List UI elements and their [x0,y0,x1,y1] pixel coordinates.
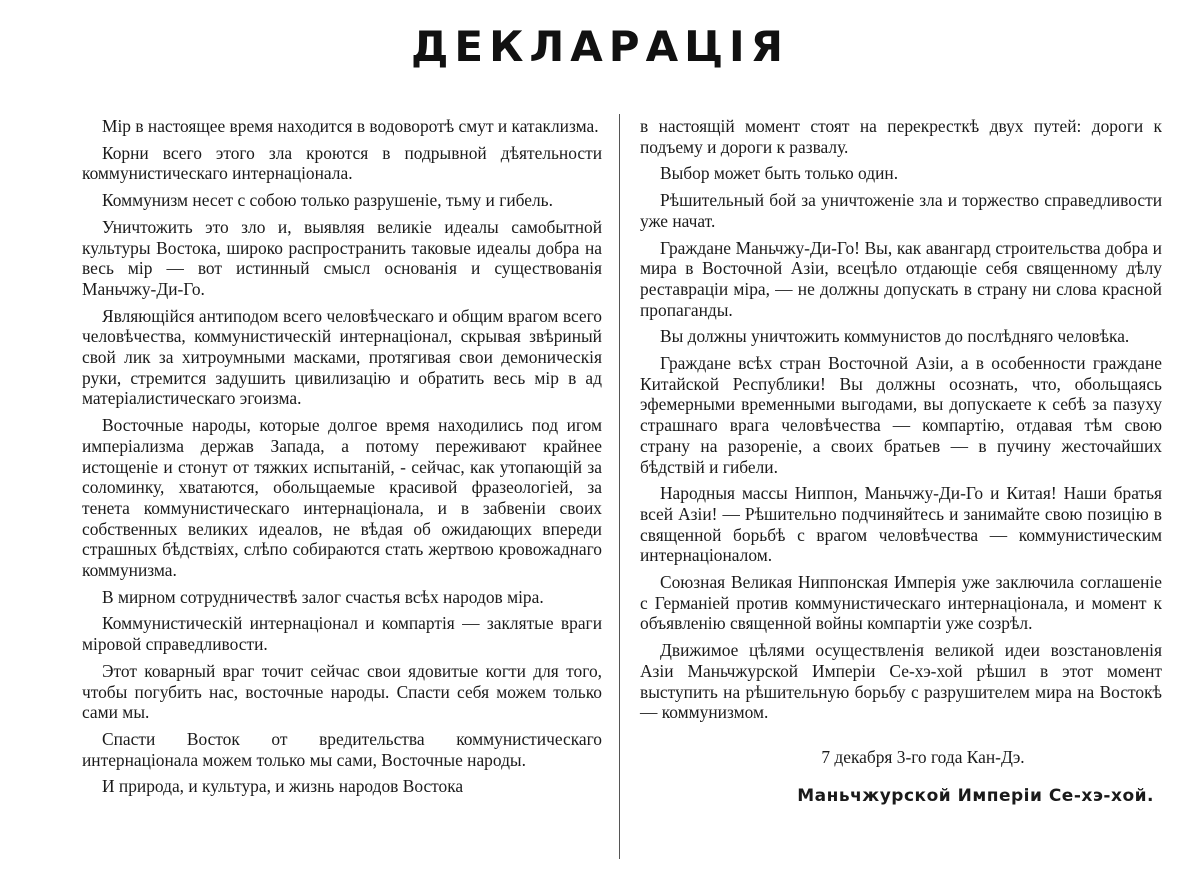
right-column [640,116,1162,806]
paragraph: Коммунизм несет с собою только разрушеніе, тьму и гибель. [102,190,553,211]
paragraph: Уничтожить это зло и, выявляя великіе идеалы самобытной культуры Востока, широко распространить таковые идеалы добра на весь мір — вот истинный смысл основанія и существованія Маньчжу-Ди-Го. [82,216,602,299]
paragraph: Союзная Великая Ниппонская Имперія уже заключила соглашеніе с Германіей против коммунистическаго интернаціонала, и момент к объявленію священной войны компартіи уже созрѣл. [640,572,1162,634]
paragraph: Корни всего этого зла кроются в подрывной дѣятельности коммунистическаго интернаціонала. [82,142,602,184]
paragraph: Являющійся антиподом всего человѣческаго и общим врагом всего человѣчества, коммунистическій интернаціонал, скрывая звѣриный свой лик за хитроумными масками, протягивая свои демоническія руки, стремится задушить цивилизацію и обратить весь мір в ад матеріалистическаго эгоизма. [82,305,602,409]
date-line: 7 декабря 3-го года Кан-Дэ. [821,746,1025,767]
paragraph: Восточные народы, которые долгое время находились под игом имперіализма держав Запада, а потому переживают крайнее истощеніе и стонут от тяжких испытаній, - сейчас, как утопающій за соломинку, хватаются, обольщаемые красивой фразеологіей, за тенета коммунистическаго интернаціонала, и в забвеніи своих собственных великих идеалов, не вѣдая об ожидающих впереди страшных бѣдствіях, слѣпо собираются стать жертвою кровожаднаго коммунизма. [82,415,602,581]
paragraph: Народныя массы Ниппон, Маньчжу-Ди-Го и Китая! Наши братья всей Азіи! — Рѣшительно подчиняйтесь и занимайте свою позицію в священной борьбѣ с врагом человѣчества — коммунистическим интернаціоналом. [640,483,1162,566]
signature: Маньчжурской Имперіи Се-хэ-хой. [797,785,1154,806]
paragraph: Спасти Восток от вредительства коммунистическаго интернаціонала можем только мы сами, Восточные народы. [82,728,602,770]
left-column [82,116,602,803]
paragraph: Движимое цѣлями осуществленія великой идеи возстановленія Азіи Маньчжурской Имперіи Се-хэ-хой рѣшил в этот момент выступить на рѣшительную борьбу с разрушителем мира на Востокѣ — коммунизмом. [640,640,1162,723]
document-title: ДЕКЛАРАЦІЯ [410,22,790,71]
paragraph: Выбор может быть только один. [660,163,899,184]
paragraph: Граждане Маньчжу-Ди-Го! Вы, как авангард строительства добра и мира в Восточной Азіи, всецѣло отдающіе себя священному дѣлу реставраціи міра, — не должны допускать в страну ни слова красной пропаганды. [640,237,1162,320]
paragraph: И природа, и культура, и жизнь народов Востока [102,776,464,797]
column-divider [619,114,620,859]
paragraph: В мирном сотрудничествѣ залог счастья всѣх народов міра. [102,586,544,607]
paragraph: Этот коварный враг точит сейчас свои ядовитые когти для того, чтобы погубить нас, восточные народы. Спасти себя можем только сами мы. [82,660,602,723]
paragraph: Граждане всѣх стран Восточной Азіи, а в особенности граждане Китайской Республики! Вы должны осознать, что, обольщаясь эфемерными временными выгодами, вы допускаете к себѣ за пазуху страшнаго врага человѣчества — компартію, отдавая тѣм свою страну на разореніе, а своих братьев — в пучину жесточайших бѣдствій и гибели. [640,353,1162,477]
paragraph: Вы должны уничтожить коммунистов до послѣдняго человѣка. [660,326,1130,347]
paragraph: Мір в настоящее время находится в водоворотѣ смут и катаклизма. [102,116,599,136]
paragraph: в настоящій момент стоят на перекресткѣ двух путей: дороги к подъему и дороги к развалу. [640,116,1162,157]
paragraph: Коммунистическій интернаціонал и компартія — заклятые враги міровой справедливости. [82,613,602,655]
paragraph: Рѣшительный бой за уничтоженіе зла и торжество справедливости уже начат. [640,190,1162,231]
